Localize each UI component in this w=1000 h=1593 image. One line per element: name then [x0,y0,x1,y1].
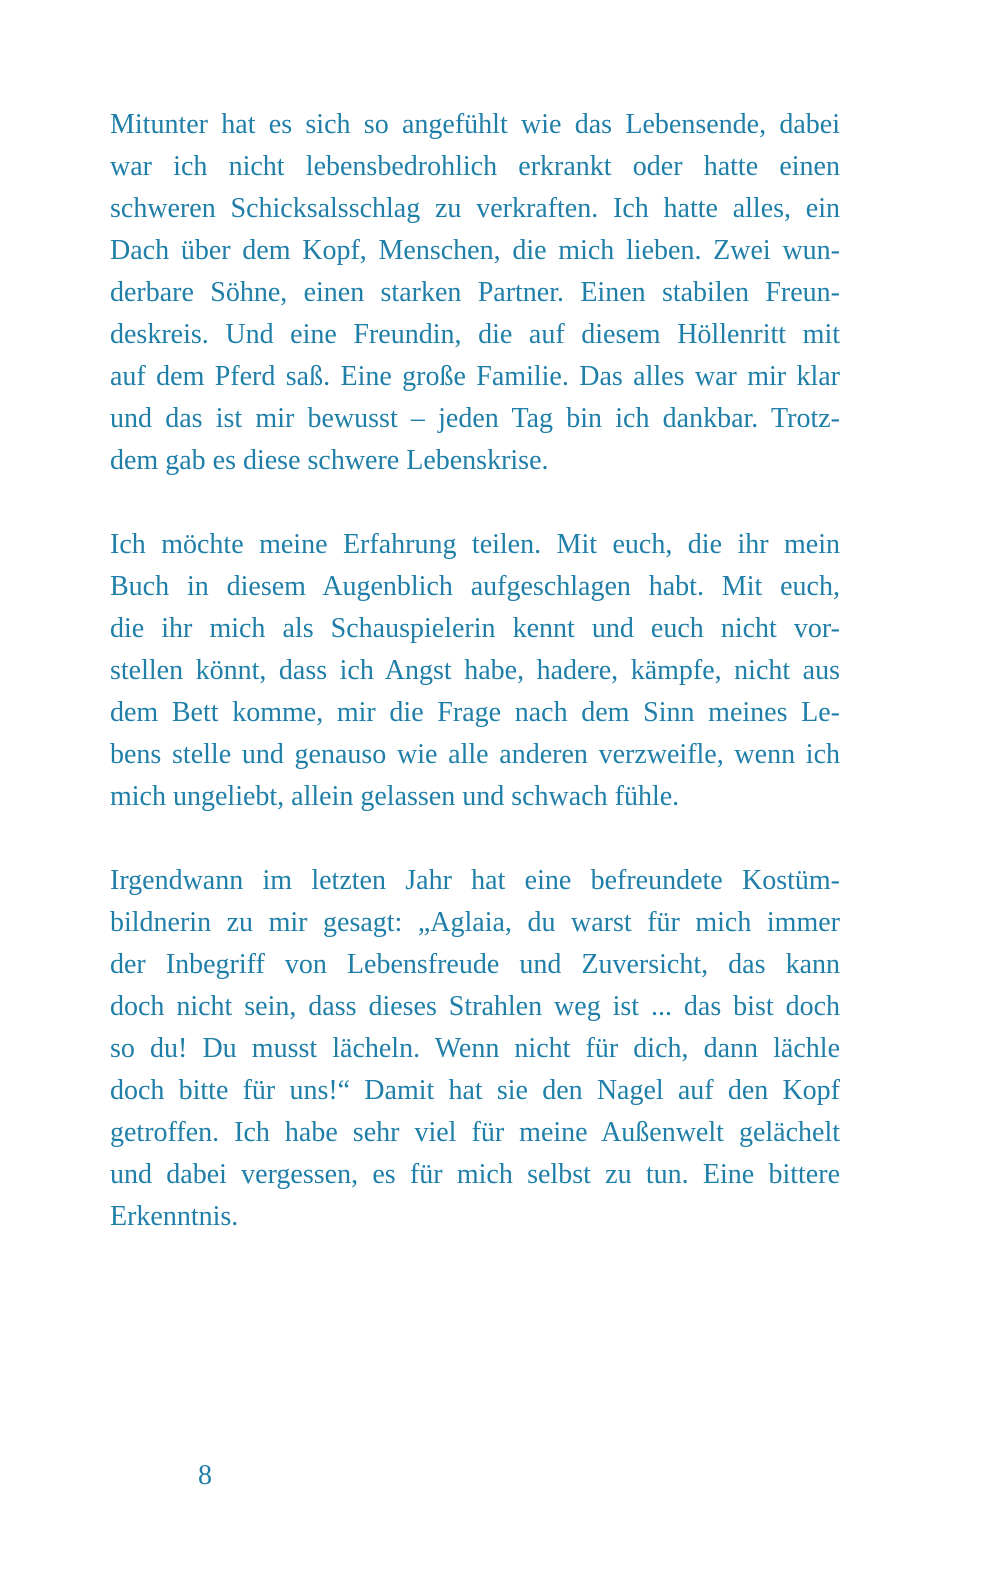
text-line: schweren Schicksalsschlag zu verkraften. Ich hatte alles, ein [110,193,840,224]
text-line: so du! Du musst lächeln. Wenn nicht für dich, dann lächle [110,1033,840,1064]
text-line: deskreis. Und eine Freundin, die auf diesem Höllenritt mit [110,319,840,350]
text-line: Dach über dem Kopf, Menschen, die mich lieben. Zwei wun- [110,235,840,266]
paragraph-1 [110,104,840,482]
text-line: stellen könnt, dass ich Angst habe, hadere, kämpfe, nicht aus [110,655,840,686]
text-line: Buch in diesem Augenblich aufgeschlagen habt. Mit euch, [110,571,840,602]
text-line: doch nicht sein, dass dieses Strahlen weg ist ... das bist doch [110,991,840,1022]
text-line: dem Bett komme, mir die Frage nach dem Sinn meines Le- [110,697,840,728]
text-line: dem gab es diese schwere Lebenskrise. [110,445,549,476]
text-line: die ihr mich als Schauspielerin kennt und euch nicht vor- [110,613,840,644]
text-line: getroffen. Ich habe sehr viel für meine Außenwelt gelächelt [110,1117,840,1148]
paragraph-3 [110,860,840,1238]
text-line: und dabei vergessen, es für mich selbst zu tun. Eine bittere [110,1159,840,1190]
text-line: derbare Söhne, einen starken Partner. Einen stabilen Freun- [110,277,840,308]
text-line: Erkenntnis. [110,1201,239,1232]
text-line: der Inbegriff von Lebensfreude und Zuversicht, das kann [110,949,840,980]
text-line: bildnerin zu mir gesagt: „Aglaia, du warst für mich immer [110,907,840,938]
body-text [110,104,840,1280]
text-line: Mitunter hat es sich so angefühlt wie das Lebensende, dabei [110,109,840,140]
text-line: und das ist mir bewusst – jeden Tag bin ich dankbar. Trotz- [110,403,840,434]
text-line: Irgendwann im letzten Jahr hat eine befreundete Kostüm- [110,865,840,896]
text-line: mich ungeliebt, allein gelassen und schwach fühle. [110,781,680,812]
paragraph-2 [110,524,840,818]
page-number: 8 [198,1460,212,1491]
text-line: war ich nicht lebensbedrohlich erkrankt oder hatte einen [110,151,840,182]
text-line: Ich möchte meine Erfahrung teilen. Mit euch, die ihr mein [110,529,840,560]
text-line: auf dem Pferd saß. Eine große Familie. Das alles war mir klar [110,361,840,392]
text-line: doch bitte für uns!“ Damit hat sie den Nagel auf den Kopf [110,1075,840,1106]
text-line: bens stelle und genauso wie alle anderen verzweifle, wenn ich [110,739,840,770]
